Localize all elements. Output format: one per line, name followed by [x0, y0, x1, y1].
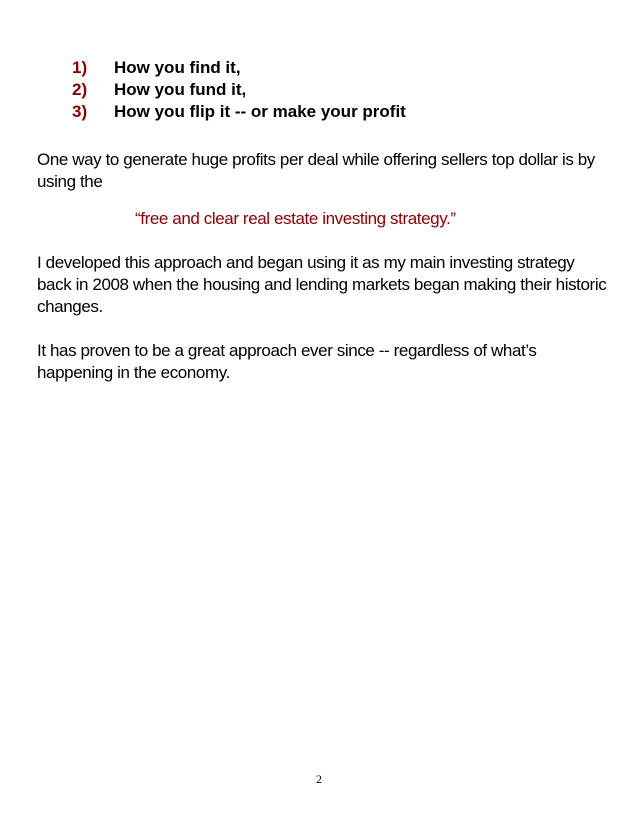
step-text: How you flip it -- or make your profit	[114, 102, 406, 121]
step-number: 1)	[72, 58, 88, 77]
developed-paragraph: I developed this approach and began using it as my main investing strategy back in 2008 when the housing and lending markets began making their historic changes.	[37, 253, 607, 316]
step-text: How you find it,	[114, 58, 241, 77]
step-number: 2)	[72, 80, 88, 99]
intro-paragraph: One way to generate huge profits per deal while offering sellers top dollar is by using the	[37, 150, 595, 191]
proven-paragraph: It has proven to be a great approach ever since -- regardless of what’s happening in the economy.	[37, 341, 537, 382]
step-number: 3)	[72, 102, 88, 121]
strategy-quote: “free and clear real estate investing strategy.”	[135, 209, 456, 228]
steps-list	[72, 57, 406, 123]
step-item-flip	[72, 101, 406, 123]
step-text: How you fund it,	[114, 80, 247, 99]
page-number: 2	[316, 772, 322, 786]
step-item-fund	[72, 79, 406, 101]
step-item-find	[72, 57, 406, 79]
